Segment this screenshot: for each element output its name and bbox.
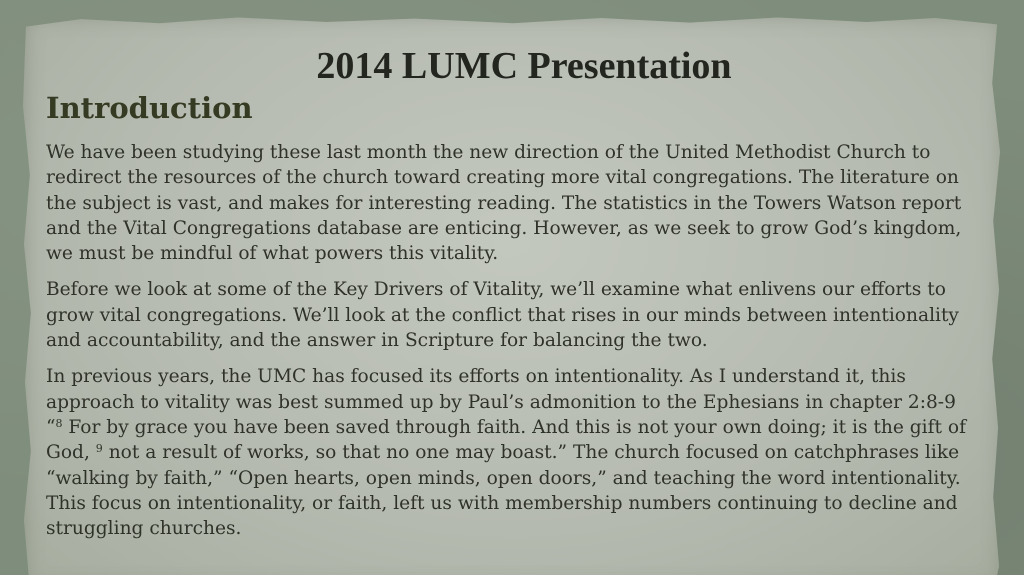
body-text [46,140,976,552]
slide-title: 2014 LUMC Presentation [316,45,732,87]
verse-number-9: 9 [95,442,103,456]
section-heading: Introduction [46,91,253,125]
paragraph-3 [46,364,976,541]
paragraph-3-part-2: For by grace you have been saved through faith. And this is not your own doing; it is the gift of God, [46,416,966,464]
paragraph-3-part-1: In previous years, the UMC has focused its efforts on intentionality. As I understand it, this approach to vitality was best summed up by Paul’s admonition to the Ephesians in chapter 2:8-9 “ [46,366,956,438]
verse-number-8: 8 [55,416,63,430]
paragraph-3-part-3: not a result of works, so that no one may boast.” The church focused on catchphrases like “walking by faith,” “Open hearts, open minds, open doors,” and teaching the word intentionality. This focus on intentionality, or faith, left us with membership numbers continuing to decline and struggling churches. [46,442,961,540]
paragraph-2: Before we look at some of the Key Drivers of Vitality, we’ll examine what enlivens our efforts to grow vital congregations. We’ll look at the conflict that rises in our minds between intentionality and accountability, and the answer in Scripture for balancing the two. [46,279,959,352]
paragraph-1: We have been studying these last month the new direction of the United Methodist Church to redirect the resources of the church toward creating more vital congregations. The literature on the subject is vast, and makes for interesting reading. The statistics in the Towers Watson report and the Vital Congregations database are enticing. However, as we seek to grow God’s kingdom, we must be mindful of what powers this vitality. [46,142,962,265]
